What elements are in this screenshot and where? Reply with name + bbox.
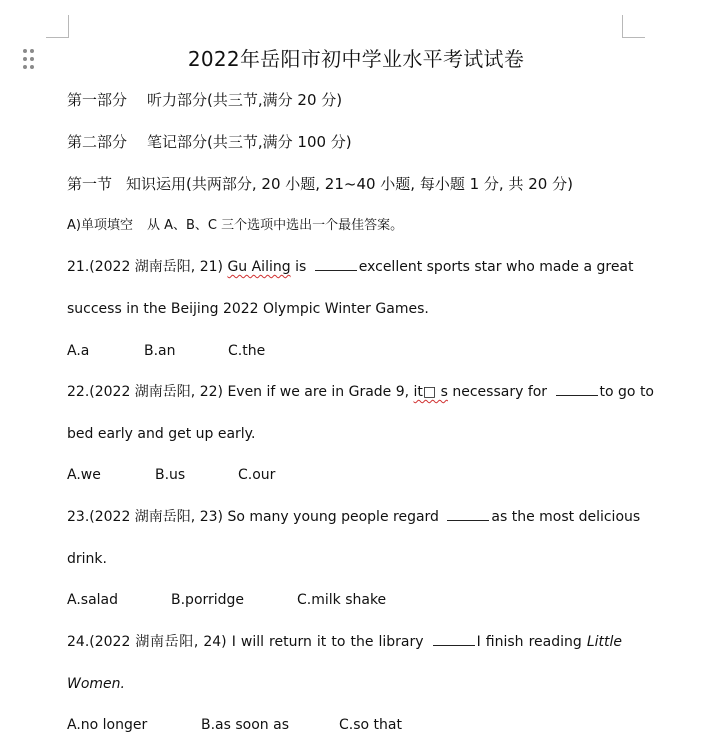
question-23-options <box>67 589 627 611</box>
question-24-line1 <box>67 631 622 653</box>
page-corner-mark-top-right <box>622 15 645 38</box>
question-24-blank <box>433 632 475 646</box>
question-21-option-c: C.the <box>228 343 266 359</box>
question-21-option-b: B.an <box>144 343 176 359</box>
question-24-options <box>67 714 627 736</box>
question-23-after: as the most delicious <box>491 509 641 525</box>
question-21-options <box>67 340 627 362</box>
part1-label: 第一部分 <box>67 91 128 109</box>
question-21-blank <box>315 257 357 271</box>
instruction-text: 从 A、B、C 三个选项中选出一个最佳答案。 <box>146 218 404 233</box>
question-22-line2: bed early and get up early. <box>67 426 256 442</box>
question-22-line1 <box>67 381 654 403</box>
part1-heading <box>67 89 627 111</box>
question-21-after: excellent sports star who made a great <box>358 259 634 275</box>
question-22-before: Even if we are in Grade 9, <box>227 384 410 400</box>
question-24-book-title-part1: Little <box>586 634 622 650</box>
question-21-line2: success in the Beijing 2022 Olympic Winter Games. <box>67 301 429 317</box>
question-22-word: it□ s <box>413 384 448 400</box>
question-23-blank <box>447 507 489 521</box>
page-corner-mark-top-left <box>46 15 69 38</box>
question-23-before: So many young people regard <box>227 509 439 525</box>
document-title: 2022年岳阳市初中学业水平考试试卷 <box>187 47 525 71</box>
question-24-line2: Women. <box>67 676 125 692</box>
question-21-name: Gu Ailing <box>227 259 291 275</box>
question-23-source: 23.(2022 湖南岳阳, 23) <box>67 509 223 525</box>
question-23-option-a: A.salad <box>67 592 119 608</box>
question-23-option-b: B.porridge <box>171 592 245 608</box>
question-21-line1 <box>67 256 634 278</box>
question-21-option-a: A.a <box>67 343 90 359</box>
question-22-option-c: C.our <box>238 467 276 483</box>
instruction-line <box>67 215 627 237</box>
question-22-after: to go to <box>599 384 654 400</box>
question-21-source: 21.(2022 湖南岳阳, 21) <box>67 259 223 275</box>
section1-label: 第一节 <box>67 175 113 193</box>
question-24-option-b: B.as soon as <box>201 717 289 733</box>
question-22-mid: necessary for <box>452 384 548 400</box>
question-23-option-c: C.milk shake <box>297 592 387 608</box>
question-23-line1 <box>67 506 641 528</box>
question-23-line2: drink. <box>67 551 107 567</box>
question-24-source: 24.(2022 湖南岳阳, 24) <box>67 634 227 650</box>
question-24-option-c: C.so that <box>339 717 402 733</box>
question-22-blank <box>556 382 598 396</box>
question-22-source: 22.(2022 湖南岳阳, 22) <box>67 384 223 400</box>
question-22-option-b: B.us <box>155 467 186 483</box>
question-24-after: I finish reading <box>476 634 582 650</box>
instruction-label: A)单项填空 <box>67 218 133 233</box>
question-22-options <box>67 464 627 486</box>
question-22-option-a: A.we <box>67 467 101 483</box>
question-24-before: I will return it to the library <box>231 634 424 650</box>
part1-text: 听力部分(共三节,满分 20 分) <box>147 91 343 109</box>
part2-label: 第二部分 <box>67 133 128 151</box>
part2-text: 笔记部分(共三节,满分 100 分) <box>147 133 352 151</box>
section1-text: 知识运用(共两部分, 20 小题, 21~40 小题, 每小题 1 分, 共 20 分) <box>126 175 573 193</box>
question-24-option-a: A.no longer <box>67 717 148 733</box>
part2-heading <box>67 131 627 153</box>
section1-heading <box>67 173 627 195</box>
question-21-before: is <box>295 259 307 275</box>
